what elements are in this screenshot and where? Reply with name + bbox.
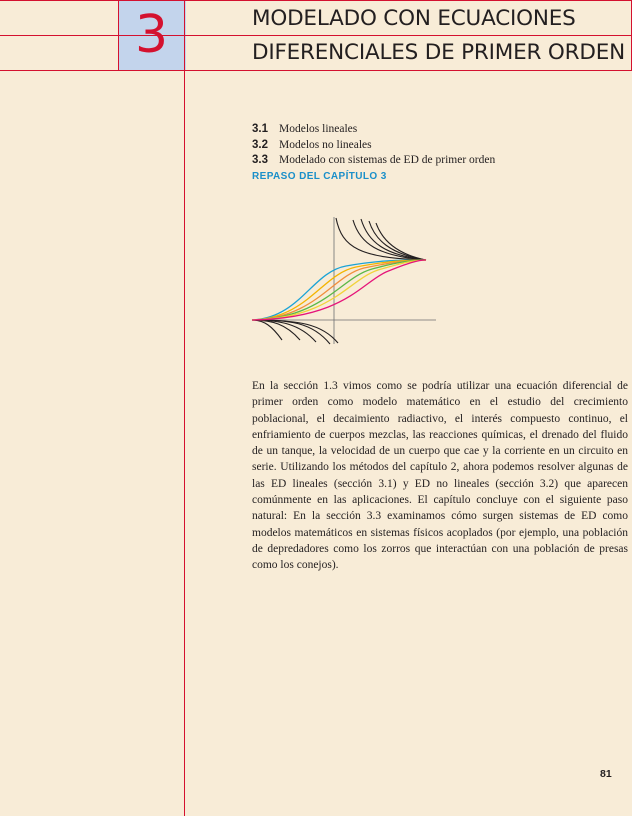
- chapter-title-line1: MODELADO CON ECUACIONES: [252, 6, 576, 31]
- solution-curves-figure: [250, 212, 440, 347]
- toc-item-number: 3.1: [252, 123, 268, 135]
- chapter-number: 3: [134, 5, 169, 65]
- logistic-curve: [252, 260, 426, 320]
- header-rule-middle: [0, 35, 632, 36]
- toc-item: [252, 138, 495, 154]
- intro-paragraph: En la sección 1.3 vimos como se podría utilizar una ecuación diferencial de primer orden como modelo matemático en el estudio del crecimiento poblacional, el decaimiento radiactivo, el interés compuesto continuo, el enfriamiento de cuerpos mezclas, las reacciones químicas, el drenado del fluido de un tanque, la velocidad de un cuerpo que cae y la corriente en un circuito en serie. Utilizando los métodos del capítulo 2, ahora podemos resolver algunas de las ED lineales (sección 3.1) y ED no lineales (sección 3.2) que aparecen comúnmente en las aplicaciones. El capítulo concluye con el siguiente paso natural: En la sección 3.3 examinamos cómo surgen sistemas de ED como modelos matemáticos en sistemas físicos acoplados (por ejemplo, una población de depredadores como los zorros que interactúan con una población de presas como los conejos).: [252, 380, 628, 572]
- toc-item-label: Modelos no lineales: [279, 138, 372, 151]
- logistic-curve: [252, 260, 426, 320]
- chapter-title-line2: DIFERENCIALES DE PRIMER ORDEN: [252, 40, 625, 65]
- toc-item-label: Modelos lineales: [279, 123, 358, 135]
- colored-logistic-curves: [252, 260, 426, 320]
- toc-item: [252, 122, 495, 138]
- lower-growth-curves: [252, 320, 338, 344]
- toc-item-number: 3.2: [252, 138, 268, 151]
- header-rule-bottom: [0, 70, 632, 71]
- margin-rule: [184, 0, 185, 816]
- logistic-curve: [252, 260, 426, 320]
- logistic-curve: [252, 260, 426, 320]
- toc-item-number: 3.3: [252, 154, 268, 166]
- chapter-review-label: REPASO DEL CAPÍTULO 3: [252, 170, 387, 182]
- page-number: 81: [600, 768, 612, 780]
- chapter-contents: [252, 122, 495, 184]
- header-rule-top: [0, 0, 632, 1]
- logistic-curve: [252, 260, 426, 320]
- logistic-curve: [252, 260, 426, 320]
- upper-decay-curves: [336, 218, 426, 260]
- toc-item: [252, 153, 495, 169]
- toc-item-label: Modelado con sistemas de ED de primer orden: [279, 154, 496, 166]
